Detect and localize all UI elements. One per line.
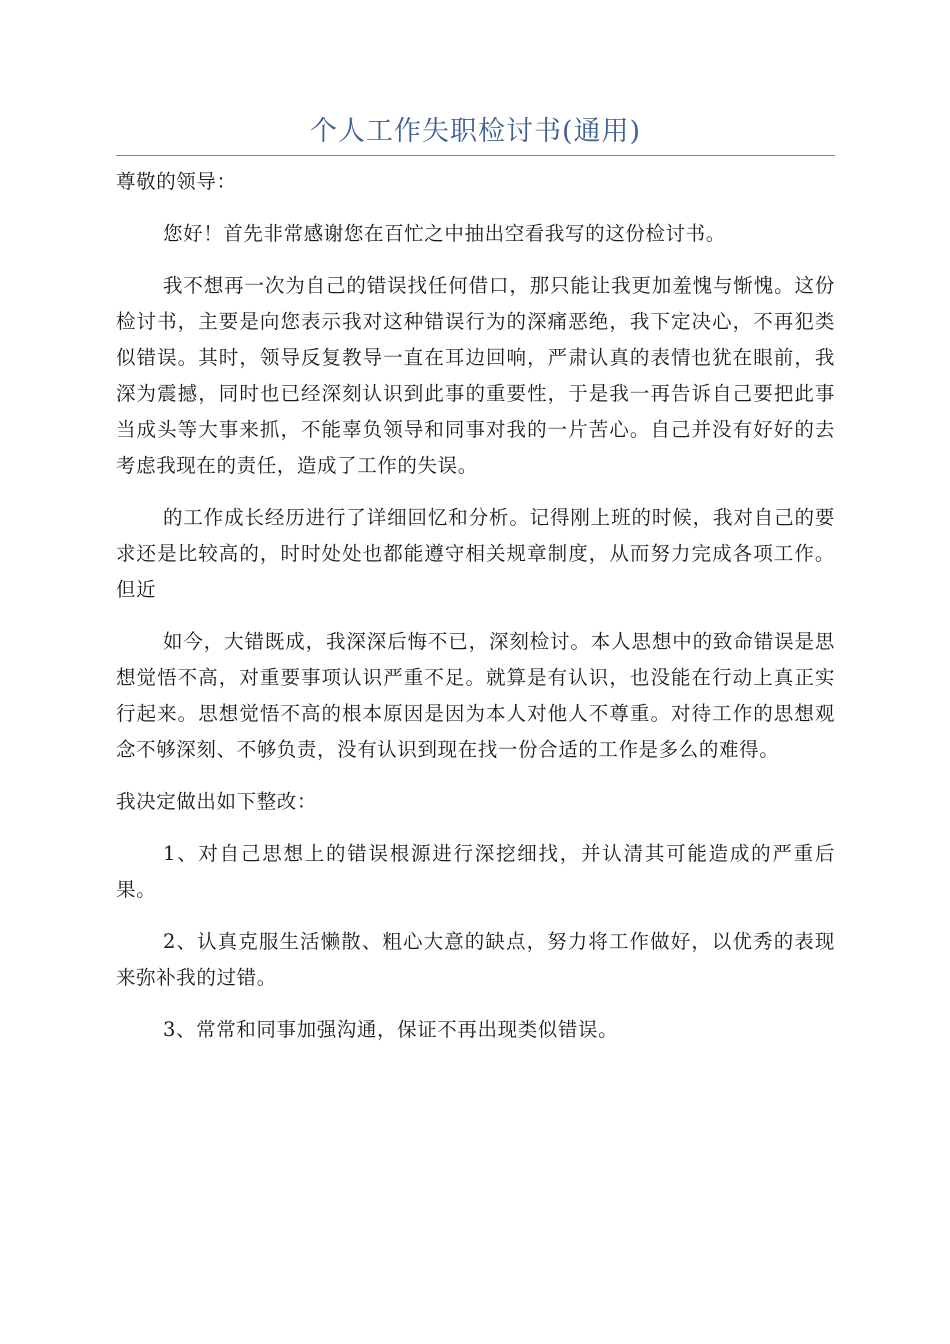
rectification-item-1: 1、对自己思想上的错误根源进行深挖细找，并认清其可能造成的严重后果。: [116, 842, 835, 901]
rectification-item-2: 2、认真克服生活懒散、粗心大意的缺点，努力将工作做好，以优秀的表现来弥补我的过错。: [116, 930, 835, 989]
paragraph-greeting: 您好！首先非常感谢您在百忙之中抽出空看我写的这份检讨书。: [163, 222, 726, 245]
paragraph-reflection: 如今，大错既成，我深深后悔不已，深刻检讨。本人思想中的致命错误是思想觉悟不高，对重要事项认识严重不足。就算是有认识，也没能在行动上真正实行起来。思想觉悟不高的根本原因是因为本人对他人不尊重。对待工作的思想观念不够深刻、不够负责，没有认识到现在找一份合适的工作是多么的难得。: [116, 630, 835, 761]
rectification-intro: 我决定做出如下整改：: [116, 790, 318, 813]
paragraph-history: 的工作成长经历进行了详细回忆和分析。记得刚上班的时候，我对自己的要求还是比较高的，时时处处也都能遵守相关规章制度，从而努力完成各项工作。但近: [116, 506, 835, 601]
salutation: 尊敬的领导：: [116, 170, 237, 193]
document-title: 个人工作失职检讨书(通用): [309, 116, 642, 147]
document-body: [116, 150, 835, 1048]
rectification-item-3: 3、常常和同事加强沟通，保证不再出现类似错误。: [163, 1018, 619, 1041]
paragraph-apology: 我不想再一次为自己的错误找任何借口，那只能让我更加羞愧与惭愧。这份检讨书，主要是向您表示我对这种错误行为的深痛恶绝，我下定决心，不再犯类似错误。其时，领导反复教导一直在耳边回响，严肃认真的表情也犹在眼前，我深为震撼，同时也已经深刻认识到此事的重要性，于是我一再告诉自己要把此事当成头等大事来抓，不能辜负领导和同事对我的一片苦心。自己并没有好好的去考虑我现在的责任，造成了工作的失误。: [116, 274, 835, 477]
